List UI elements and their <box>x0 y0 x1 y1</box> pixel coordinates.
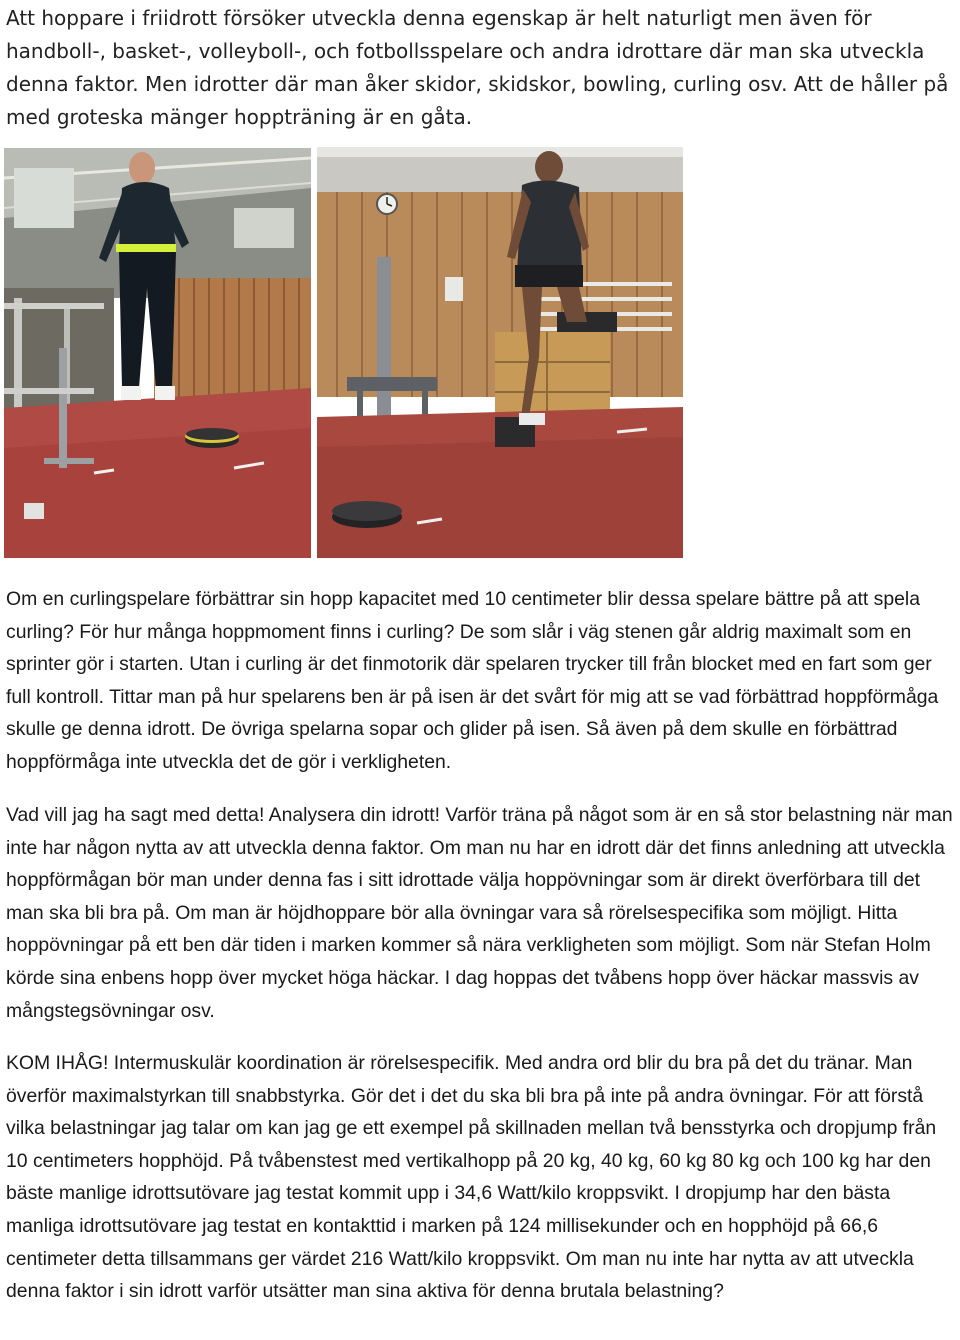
curling-paragraph: Om en curlingspelare förbättrar sin hopp kapacitet med 10 centimeter blir dessa spelare bättre på att spela curling? För hur många hoppmoment finns i curling? De som slår i väg stenen går aldrig maximalt som en sprinter gör i starten. Utan i curling är det finmotorik där spelaren trycker till från blocket med en fart som ger full kontroll. Tittar man på hur spelarens ben är på isen är det svårt för mig att se vad förbättrad hoppförmåga skulle ge denna idrott. De övriga spelarna sopar och glider på isen. Så även på dem skulle en förbättrad hoppförmåga inte utveckla det de gör i verkligheten. <box>6 588 939 773</box>
analysis-paragraph: Vad vill jag ha sagt med detta! Analysera din idrott! Varför träna på något som är en så stor belastning när man inte har någon nytta av att utveckla denna faktor. Om man nu har en idrott där det finns anledning att utveckla hoppförmågan bör man under denna fas i sitt idrottade välja hoppövningar som är direkt överförbara till det man ska bli bra på. Om man är höjdhoppare bör alla övningar vara så rörelsespecifika som möjligt. Hitta hoppövningar på ett ben där tiden i marken kommer så nära verkligheten som möjligt. Som när Stefan Holm körde sina enbens hopp över mycket höga häckar. I dag hoppas det tvåbens hopp över häckar massvis av mångstegsövningar osv. <box>6 804 953 1022</box>
remember-paragraph: KOM IHÅG! Intermuskulär koordination är rörelsespecifik. Med andra ord blir du bra på det du tränar. Man överför maximalstyrkan till snabbstyrka. Gör det i det du ska bli bra på inte på andra övningar. För att förstå vilka belastningar jag talar om kan jag ge ett exempel på skillnaden mellan två bensstyrka och dropjump från 10 centimeters hopphöjd. På tvåbenstest med vertikalhopp på 20 kg, 40 kg, 60 kg 80 kg och 100 kg har den bäste manlige idrottsutövare jag testat kommit upp i 34,6 Watt/kilo kroppsvikt. I dropjump har den bästa manliga idrottsutövare jag testat en kontakttid i marken på 124 millisekunder och en hopphöjd på 66,6 centimeter detta tillsammans ger värdet 216 Watt/kilo kroppsvikt. Om man nu inte har nytta av att utveckla denna faktor i sin idrott varför utsätter man sina aktiva för denna brutala belastning? <box>6 1052 937 1303</box>
intro-paragraph: Att hoppare i friidrott försöker utveckla denna egenskap är helt naturligt men även för handboll-, basket-, volleyboll-, och fotbollsspelare och andra idrottare där man ska utveckla denna faktor. Men idrotter där man åker skidor, skidskor, bowling, curling osv. Att de håller på med groteska mänger hoppträning är en gåta. <box>6 6 949 129</box>
jumping-athlete-photo <box>4 148 311 558</box>
box-step-athlete-photo <box>317 147 683 558</box>
